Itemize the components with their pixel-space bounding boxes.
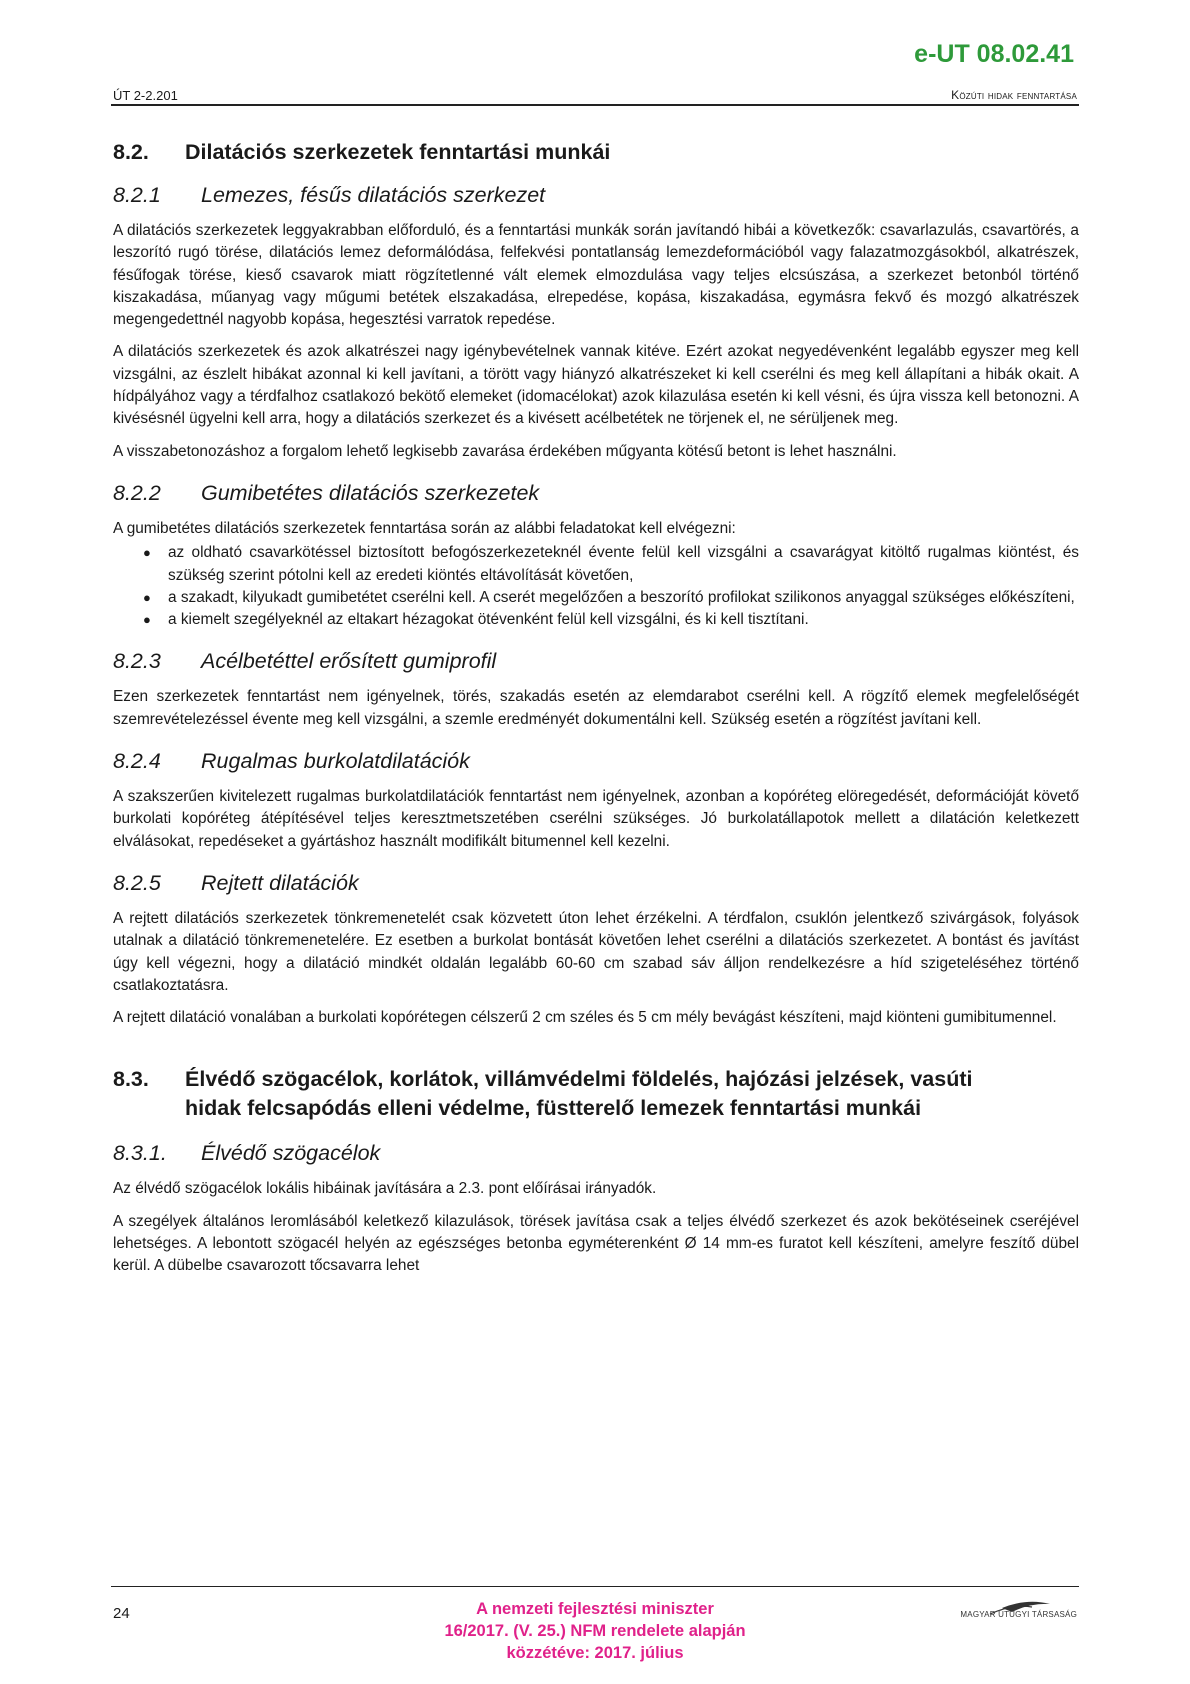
bullet-list — [113, 542, 1079, 631]
bullet-icon: ● — [143, 545, 151, 561]
list-item — [113, 609, 1079, 631]
subsection-number: 8.2.2 — [113, 480, 161, 505]
subsection-heading-8-2-5 — [113, 871, 1079, 896]
subsection-number: 8.2.4 — [113, 749, 161, 774]
subsection-number: 8.2.1 — [113, 183, 161, 207]
page-number: 24 — [113, 1605, 130, 1622]
subsection-title: Rugalmas burkolatdilatációk — [201, 749, 470, 774]
subsection-title: Rejtett dilatációk — [201, 870, 359, 895]
paragraph: A gumibetétes dilatációs szerkezetek fenntartása során az alábbi feladatokat kell elvégezni: — [113, 519, 736, 537]
bullet-icon: ● — [143, 612, 151, 628]
subsection-heading-8-2-3 — [113, 649, 1079, 674]
subsection-heading-8-2-1 — [113, 183, 1079, 208]
section-title — [185, 1065, 972, 1123]
paragraph: A dilatációs szerkezetek leggyakrabban előforduló, és a fenntartási munkák során javítandó hibái a következők: csavarlazulás, csavartörés, a leszorító rugó törése, dilatációs lemez deformálódása, felfekvési pontatlanság lemezdeformációból vagy falazatmozgásokból, alkatrészek, fésűfogak törése, kieső csavarok miatt rögzítetlenné vált elemek elmozdulása vagy teljes elcsúszása, a szerkezet betonból történő kiszakadása, műanyag vagy műgumi betétek elszakadása, elrepedése, kopása, kiszakadása, egymásra fekvő és mozgó alkatrészek megengedettnél nagyobb kopása, hegesztési varratok repedése. — [113, 222, 1079, 329]
section-heading-8-2 — [113, 140, 1079, 165]
section-title: Dilatációs szerkezetek fenntartási munkái — [185, 140, 611, 164]
paragraph: A rejtett dilatáció vonalában a burkolati kopórétegen célszerű 2 cm széles és 5 cm mély bevágást készíteni, majd kiönteni gumibitumennel. — [113, 1009, 1057, 1027]
footer-line: A nemzeti fejlesztési miniszter — [476, 1600, 714, 1618]
subsection-heading-8-2-4 — [113, 749, 1079, 774]
header-divider — [111, 104, 1079, 106]
section-title-line: Élvédő szögacélok, korlátok, villámvédelmi földelés, hajózási jelzések, vasúti — [185, 1067, 973, 1092]
subsection-title: Élvédő szögacélok — [201, 1141, 381, 1166]
society-logo-text: MAGYAR ÚTÜGYI TÁRSASÁG — [960, 1610, 1077, 1619]
subsection-number: 8.2.5 — [113, 870, 161, 895]
subsection-number: 8.2.3 — [113, 649, 161, 674]
list-item-text: a kiemelt szegélyeknél az eltakart hézagokat ötévenként felül kell vizsgálni, és ki kell tisztítani. — [168, 611, 809, 629]
bullet-icon: ● — [143, 589, 151, 605]
list-item — [113, 587, 1079, 609]
list-item-text: az oldható csavarkötéssel biztosított befogószerkezeteknél évente felül kell vizsgálni a csavarágyat kitöltő rugalmas kiöntést, és szükség szerint pótolni kell az eredeti kiöntés eltávolítását követően, — [168, 544, 1079, 584]
paragraph: A rejtett dilatációs szerkezetek tönkremenetelét csak közvetett úton lehet érzékelni. A térdfalon, csuklón jelentkező szivárgások, folyások utalnak a dilatáció tönkremenetelére. Ez esetben a burkolat bontását követően lehet cserélni a dilatációs szerkezetet. A bontást és javítást úgy kell végezni, hogy a dilatáció mindkét oldalán legalább 60-60 cm szabad sáv álljon rendelkezésre a híd szigeteléséhez történő csatlakoztatásra. — [113, 909, 1079, 994]
paragraph: A dilatációs szerkezetek és azok alkatrészei nagy igénybevételnek vannak kitéve. Ezért azokat negyedévenként legalább egyszer meg kell vizsgálni, az észlelt hibákat azonnal ki kell javítani, a törött vagy hiányzó alkatrészeket ki kell cserélni és meg kell állapítani a hibák okait. A hídpályához vagy a térdfalhoz csatlakozó bekötő elemeket (idomacélokat) azok kilazulása esetén ki kell vésni, és újra vissza kell betonozni. A kivésésnél ügyelni kell arra, hogy a dilatációs szerkezet és a kivésett acélbetétek ne törjenek el, ne sérüljenek meg. — [113, 343, 1079, 428]
subsection-heading-8-3-1 — [113, 1141, 1079, 1166]
paragraph: Az élvédő szögacélok lokális hibáinak javítására a 2.3. pont előírásai irányadók. — [113, 1180, 657, 1198]
subsection-heading-8-2-2 — [113, 481, 1079, 506]
subsection-title: Lemezes, fésűs dilatációs szerkezet — [201, 183, 546, 207]
list-item-text: a szakadt, kilyukadt gumibetétet cserélni kell. A cserét megelőzően a beszorító profilokat szilikonos anyaggal szükséges előkészíteni, — [168, 588, 1075, 606]
section-number: 8.3. — [113, 1067, 149, 1092]
subsection-number: 8.3.1. — [113, 1141, 167, 1166]
section-title-line: hidak felcsapódás elleni védelme, füstterelő lemezek fenntartási munkái — [185, 1096, 922, 1121]
section-number: 8.2. — [113, 140, 149, 164]
section-heading-8-3 — [113, 1065, 1079, 1123]
footer-line: közzétéve: 2017. július — [506, 1644, 684, 1662]
subsection-title: Gumibetétes dilatációs szerkezetek — [201, 480, 540, 505]
footer-line: 16/2017. (V. 25.) NFM rendelete alapján — [444, 1622, 746, 1640]
document-code: e-UT 08.02.41 — [914, 40, 1074, 68]
paragraph: A szakszerűen kivitelezett rugalmas burkolatdilatációk fenntartást nem igényelnek, azonban a kopóréteg elöregedését, deformációját követő burkolati kopóréteg átépítésével teljes keresztmetszetében cserélni szükséges. Jó burkolatállapotok mellett a dilatáción keletkezett elválásokat, repedéseket a gyártáshoz használt modifikált bitumennel kell kezelni. — [113, 788, 1079, 850]
header-standard-id: ÚT 2-2.201 — [113, 88, 178, 103]
header-document-title: Közúti hidak fenntartása — [951, 88, 1077, 102]
footer-divider — [111, 1586, 1079, 1587]
paragraph: A visszabetonozáshoz a forgalom lehető legkisebb zavarása érdekében műgyanta kötésű betont is lehet használni. — [113, 442, 897, 460]
paragraph: Ezen szerkezetek fenntartást nem igényelnek, törés, szakadás esetén az elemdarabot cserélni kell. A rögzítő elemek megfelelőségét szemrevételezéssel évente meg kell vizsgálni, a szemle eredményét dokumentálni kell. Szükség esetén a rögzítést javítani kell. — [113, 688, 1079, 728]
subsection-title: Acélbetéttel erősített gumiprofil — [201, 649, 497, 674]
list-item — [113, 542, 1079, 587]
page-body — [113, 140, 1079, 1288]
paragraph: A szegélyek általános leromlásából keletkező kilazulások, törések javítása csak a teljes élvédő szerkezet és azok bekötéseinek cseréjével lehetséges. A lebontott szögacél helyén az egészséges betonba egyméterenként Ø 14 mm-es furatot kell készíteni, amelyre feszítő dübel kerül. A dübelbe csavarozott tőcsavarra lehet — [113, 1212, 1079, 1275]
